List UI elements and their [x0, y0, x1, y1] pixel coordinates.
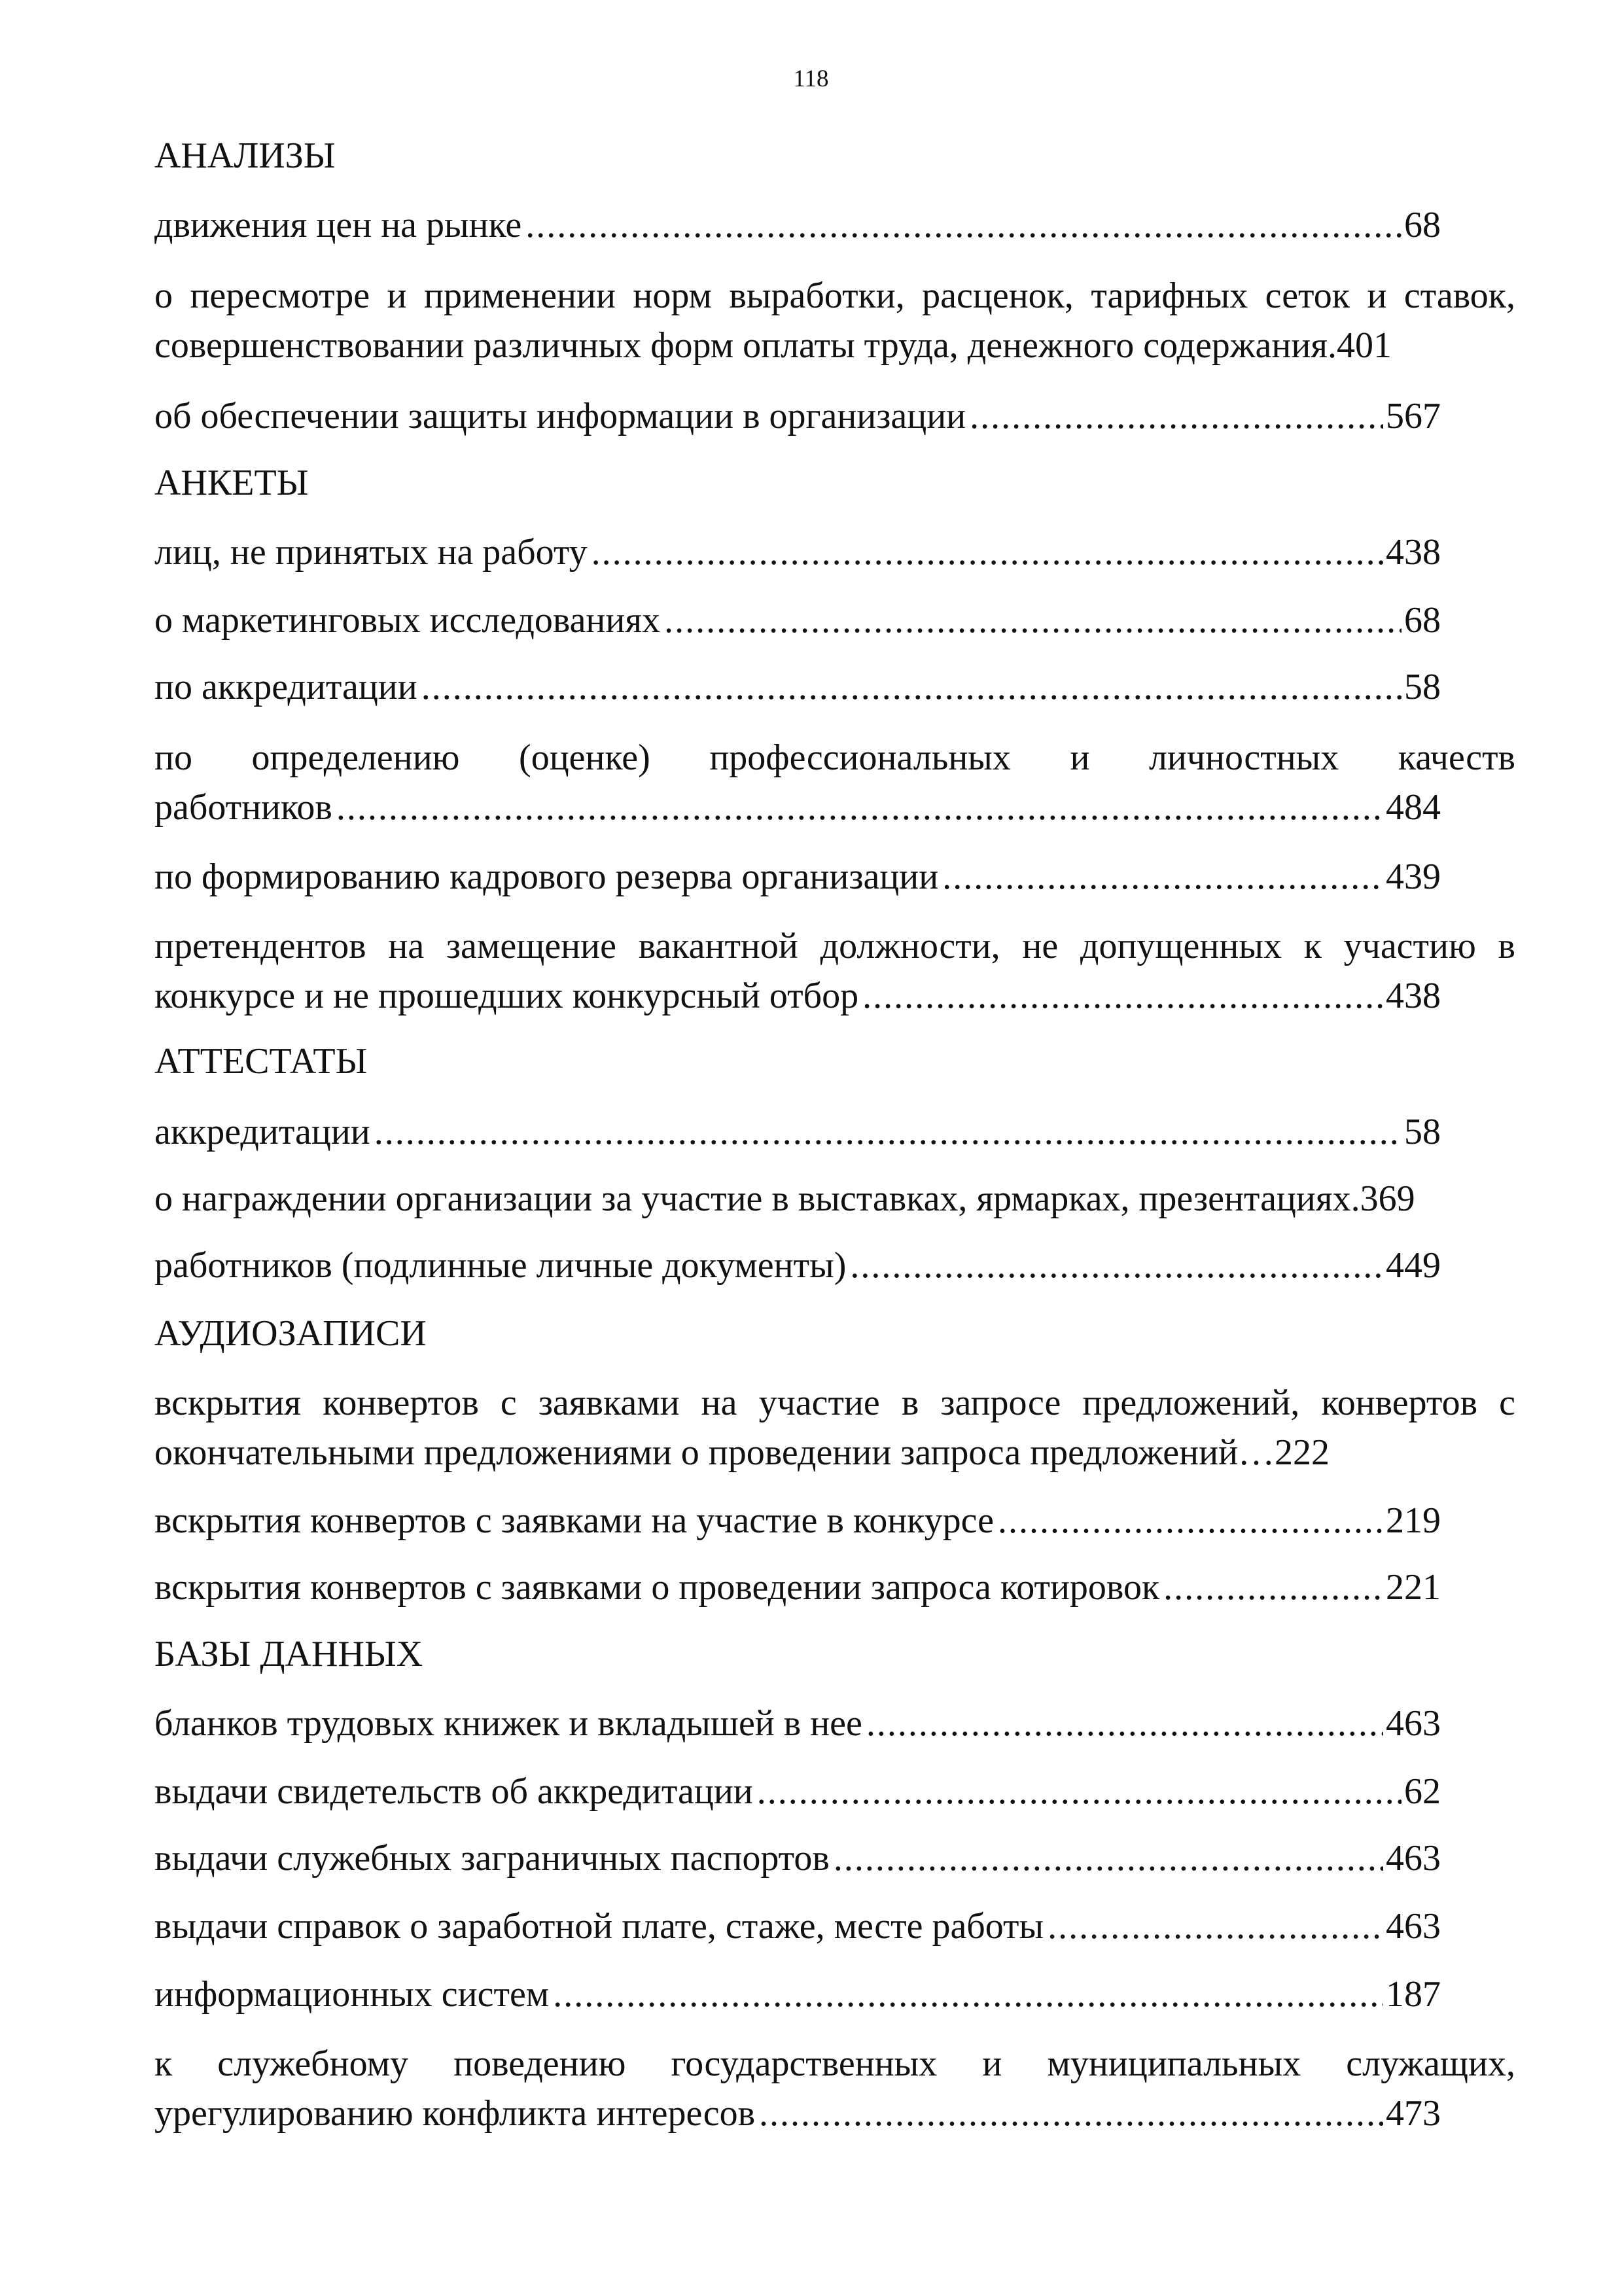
dot-leader: [1163, 1563, 1383, 1612]
index-entry: [154, 1901, 1441, 1951]
section-heading: АНАЛИЗЫ: [154, 135, 336, 176]
entry-text-line1: по определению (оценке) профессиональных и личностных качеств: [154, 737, 1515, 778]
index-entry: [154, 527, 1441, 577]
index-entry: [154, 852, 1441, 902]
entry-text: вскрытия конвертов с заявками на участие в конкурсе: [154, 1500, 994, 1541]
dot-leader: [862, 971, 1383, 1021]
dot-leader: [525, 200, 1402, 250]
entry-text: конкурсе и не прошедших конкурсный отбор: [154, 976, 859, 1016]
dot-leader: [591, 527, 1383, 577]
entry-text: работников (подлинные личные документы): [154, 1245, 847, 1286]
entry-text: по формированию кадрового резерва организации: [154, 857, 939, 897]
entry-page: 58: [1404, 1112, 1441, 1152]
index-entry: [154, 1833, 1441, 1883]
dot-leader: [970, 391, 1383, 441]
index-entry: [154, 662, 1441, 712]
entry-page: 567: [1386, 396, 1441, 436]
section-heading: БАЗЫ ДАННЫХ: [154, 1634, 423, 1674]
index-entry: [154, 1241, 1441, 1290]
section-heading: АУДИОЗАПИСИ: [154, 1313, 427, 1354]
entry-page: 449: [1386, 1245, 1441, 1286]
dot-leader: [866, 1699, 1383, 1748]
entry-text: окончательными предложениями о проведении запроса предложений…: [154, 1432, 1275, 1473]
entry-page: 62: [1404, 1771, 1441, 1812]
entry-page: 401: [1337, 325, 1392, 366]
entry-page: 68: [1404, 600, 1441, 641]
section-heading: АТТЕСТАТЫ: [154, 1041, 368, 1082]
entry-page: 438: [1386, 532, 1441, 573]
index-entry: [154, 971, 1441, 1021]
dot-leader: [336, 783, 1383, 832]
index-entry: [154, 595, 1441, 645]
section-heading: АНКЕТЫ: [154, 463, 309, 503]
entry-text: аккредитации: [154, 1112, 370, 1152]
entry-text: урегулированию конфликта интересов: [154, 2093, 756, 2134]
entry-text: выдачи служебных заграничных паспортов: [154, 1838, 830, 1879]
entry-text: совершенствовании различных форм оплаты труда, денежного содержания.: [154, 325, 1337, 366]
entry-text: работников: [154, 787, 332, 828]
entry-page: 221: [1386, 1567, 1441, 1608]
index-entry: [154, 1969, 1441, 2019]
index-entry: [154, 2089, 1441, 2138]
entry-text: информационных систем: [154, 1974, 550, 2015]
entry-page: 473: [1386, 2093, 1441, 2134]
entry-page: 187: [1386, 1974, 1441, 2015]
dot-leader: [421, 662, 1402, 712]
entry-text: вскрытия конвертов с заявками о проведении запроса котировок: [154, 1567, 1160, 1608]
entry-text: движения цен на рынке: [154, 205, 522, 245]
dot-leader: [374, 1107, 1402, 1157]
dot-leader: [759, 2089, 1383, 2138]
entry-text: выдачи справок о заработной плате, стаже, месте работы: [154, 1906, 1044, 1947]
dot-leader: [998, 1496, 1383, 1545]
index-entry: [154, 321, 1392, 370]
entry-page: 222: [1275, 1432, 1330, 1473]
entry-text: бланков трудовых книжек и вкладышей в нее: [154, 1703, 862, 1744]
entry-page: 484: [1386, 787, 1441, 828]
dot-leader: [834, 1833, 1383, 1883]
entry-page: 463: [1386, 1906, 1441, 1947]
dot-leader: [664, 595, 1402, 645]
index-entry: [154, 1767, 1441, 1816]
index-entry: [154, 1496, 1441, 1545]
dot-leader: [850, 1241, 1383, 1290]
index-entry: [154, 391, 1441, 441]
index-entry: [154, 1174, 1415, 1224]
entry-text: о маркетинговых исследованиях: [154, 600, 661, 641]
index-entry: [154, 1699, 1441, 1748]
page-number: 118: [793, 65, 829, 92]
entry-page: 219: [1386, 1500, 1441, 1541]
index-entry: [154, 200, 1441, 250]
entry-page: 439: [1386, 857, 1441, 897]
dot-leader: [1048, 1901, 1383, 1951]
entry-page: 369: [1360, 1178, 1415, 1219]
entry-text: выдачи свидетельств об аккредитации: [154, 1771, 753, 1812]
entry-page: 463: [1386, 1703, 1441, 1744]
entry-text: об обеспечении защиты информации в организации: [154, 396, 966, 436]
index-entry: [154, 783, 1441, 832]
entry-text-line1: о пересмотре и применении норм выработки, расценок, тарифных сеток и ставок,: [154, 275, 1515, 316]
index-entry: [154, 1428, 1330, 1477]
entry-page: 438: [1386, 976, 1441, 1016]
entry-page: 58: [1404, 667, 1441, 707]
entry-page: 68: [1404, 205, 1441, 245]
index-entry: [154, 1107, 1441, 1157]
dot-leader: [757, 1767, 1402, 1816]
dot-leader: [553, 1969, 1383, 2019]
entry-text-line1: вскрытия конвертов с заявками на участие в запросе предложений, конвертов с: [154, 1383, 1515, 1423]
entry-text-line1: к служебному поведению государственных и муниципальных служащих,: [154, 2043, 1515, 2084]
entry-text-line1: претендентов на замещение вакантной должности, не допущенных к участию в: [154, 926, 1515, 966]
index-entry: [154, 1563, 1441, 1612]
entry-text: о награждении организации за участие в выставках, ярмарках, презентациях.: [154, 1178, 1360, 1219]
entry-text: лиц, не принятых на работу: [154, 532, 588, 573]
dot-leader: [942, 852, 1383, 902]
entry-page: 463: [1386, 1838, 1441, 1879]
entry-text: по аккредитации: [154, 667, 417, 707]
